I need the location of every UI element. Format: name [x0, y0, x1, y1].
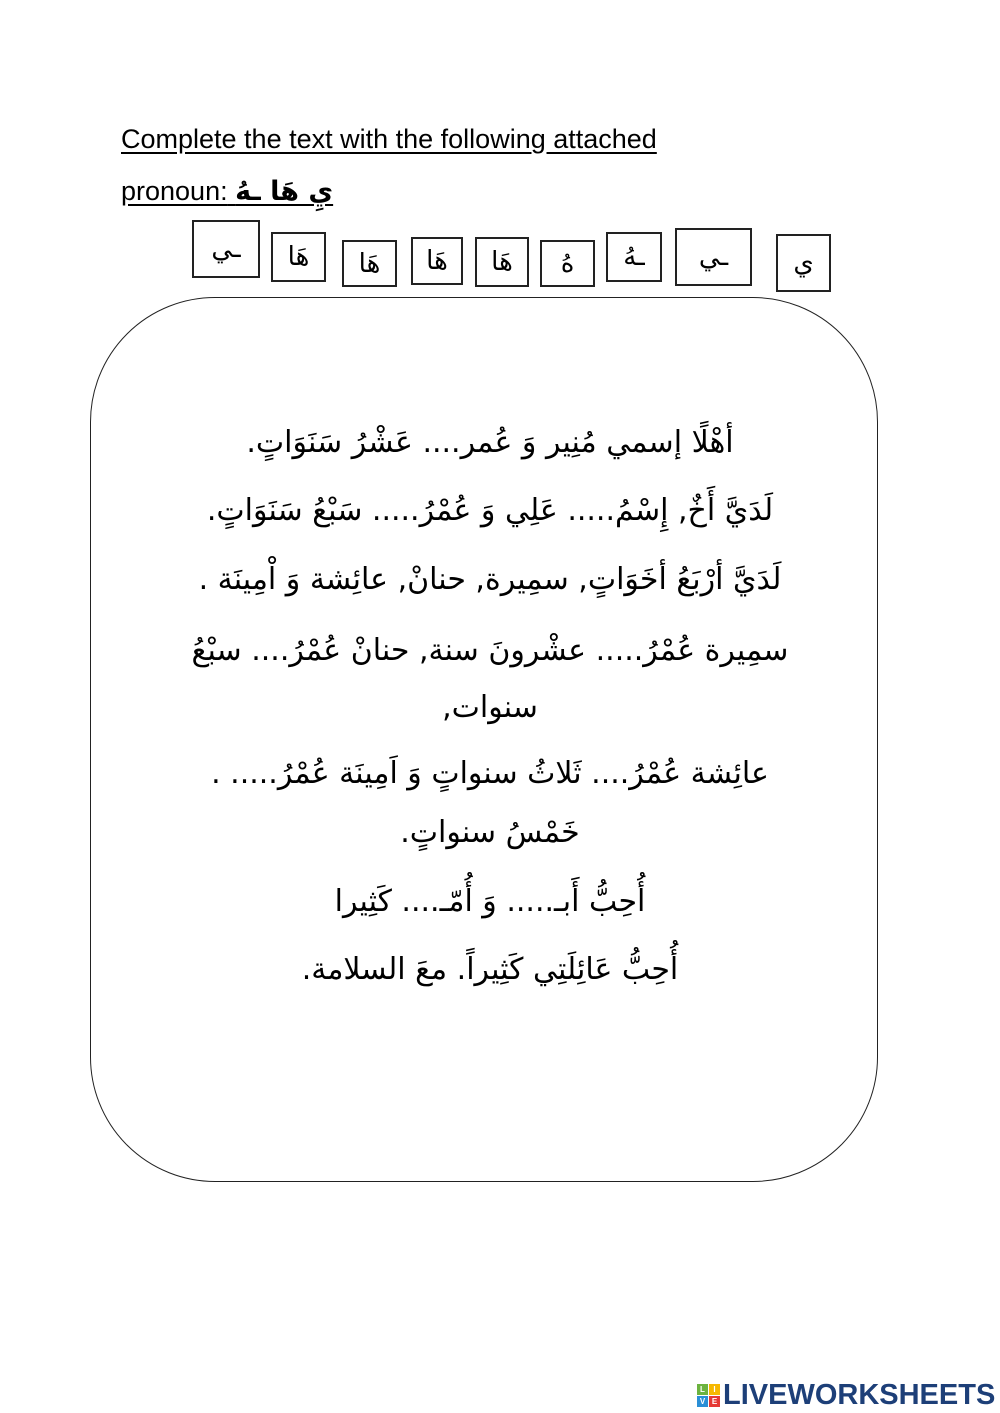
passage-line: أهْلًا إسمي مُنِير وَ عُمر.... عَشْرُ سَنَوَاتٍ. [246, 425, 734, 460]
passage-line: لَدَيَّ أرْبَعُ أخَوَاتٍ, سمِيرة, حنانْ, عائِشة وَ اْمِينَة . [198, 562, 782, 597]
logo-letter: V [697, 1396, 708, 1407]
passage-line: سنوات, [442, 690, 538, 725]
draggable-tile[interactable]: هُ [540, 240, 595, 287]
passage-line: لَدَيَّ أَخٌ, إِسْمُ..... عَلِي وَ عُمْرُ..... سَبْعُ سَنَوَاتٍ. [206, 493, 774, 528]
passage-line: أُحِبُّ عَائِلَتِي كَثِيراً. معَ السلامة. [301, 952, 679, 987]
logo-letter: E [709, 1396, 720, 1407]
logo-letter: L [697, 1384, 708, 1395]
logo-text: LIVEWORKSHEETS [723, 1379, 996, 1411]
passage-line: أُحِبُّ أَبـ..... وَ أُمّـ.... كَثِيرا [334, 884, 646, 919]
draggable-tile[interactable]: هَا [342, 240, 397, 287]
passage-line: عائِشة عُمْرُ.... ثَلاثُ سنواتٍ وَ اَمِينَة عُمْرُ..... . [211, 756, 769, 791]
draggable-tile[interactable]: ـهُ [606, 232, 662, 282]
instruction-pronouns: يِ هَا ـهُ [235, 176, 334, 207]
logo-icon [697, 1384, 720, 1407]
instruction-prefix: pronoun: [121, 176, 228, 206]
draggable-tile[interactable]: ـي [192, 220, 260, 278]
draggable-tile[interactable]: ـي [675, 228, 752, 286]
passage-line: سمِيرة عُمْرُ..... عشْرونَ سنة, حنانْ عُمْرُ.... سبْعُ [191, 633, 789, 668]
instruction-line-1: Complete the text with the following attached [121, 124, 657, 154]
draggable-tile[interactable]: هَا [411, 237, 463, 285]
draggable-tile[interactable]: هَا [475, 237, 529, 287]
logo-letter: I [709, 1384, 720, 1395]
draggable-tile[interactable]: ي [776, 234, 831, 292]
passage-line: خَمْسُ سنواتٍ. [400, 815, 580, 850]
liveworksheets-logo [697, 1379, 995, 1412]
instruction-line-2 [121, 176, 333, 207]
draggable-tile[interactable]: هَا [271, 232, 326, 282]
